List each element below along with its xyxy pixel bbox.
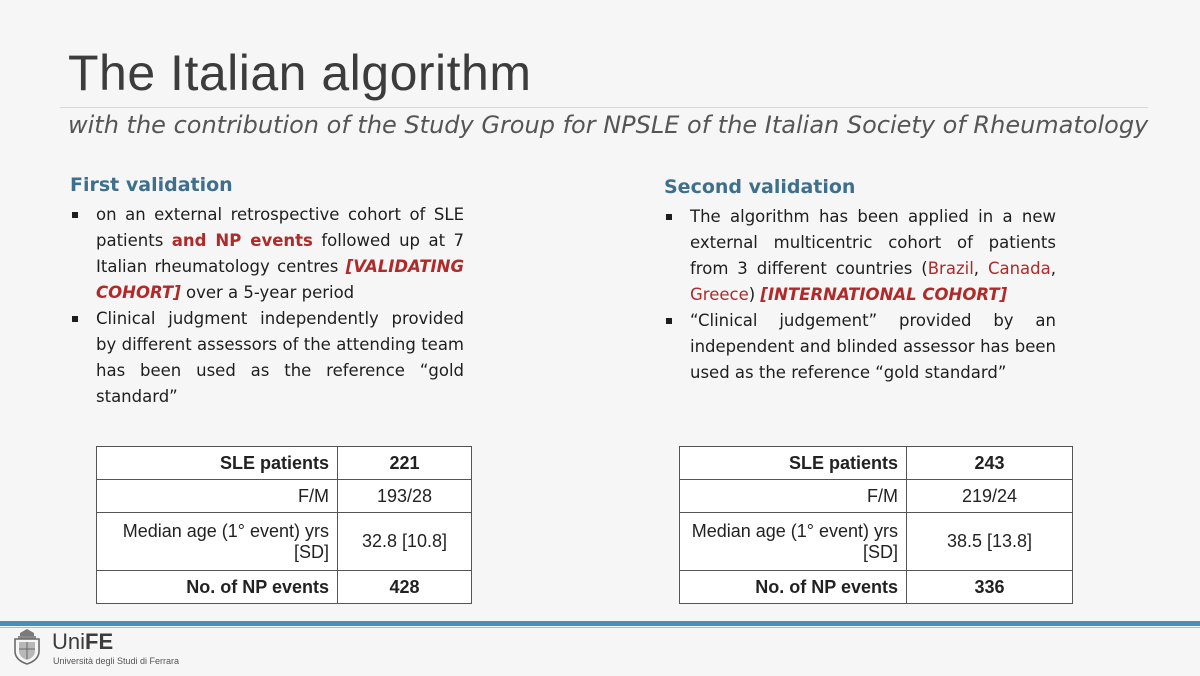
table-cell-value: 428 — [338, 571, 472, 604]
table-cell-label: Median age (1° event) yrs [SD] — [680, 513, 907, 571]
footer-divider — [0, 627, 1200, 628]
first-validation-table — [96, 446, 472, 604]
second-validation-bullet-2: “Clinical judgement” provided by an independent and blinded assessor has been used as the reference “gold standard” — [664, 308, 1056, 386]
table-cell-value: 193/28 — [338, 480, 472, 513]
footer-accent-bar — [0, 621, 1200, 626]
table-cell-value: 336 — [907, 571, 1073, 604]
table-cell-value: 219/24 — [907, 480, 1073, 513]
table-cell-value: 243 — [907, 447, 1073, 480]
second-validation-bullet-1: The algorithm has been applied in a new external multicentric cohort of patients from 3 different countries (Brazil, Canada, Greece) [INTERNATIONAL COHORT] — [664, 204, 1056, 308]
title-divider — [60, 107, 1148, 108]
second-validation-bullets — [664, 204, 1056, 386]
second-validation-heading: Second validation — [664, 176, 856, 198]
table-row — [680, 447, 1073, 480]
canada-highlight: Canada — [987, 259, 1051, 278]
first-validation-bullet-2: Clinical judgment independently provided by different assessors of the attending team has been used as the reference “gold standard” — [70, 306, 464, 410]
first-validation-bullets — [70, 202, 464, 410]
table-cell-label: SLE patients — [680, 447, 907, 480]
table-row — [680, 480, 1073, 513]
np-events-highlight: and NP events — [171, 231, 313, 250]
table-row — [97, 480, 472, 513]
table-cell-label: F/M — [97, 480, 338, 513]
university-name: Università degli Studi di Ferrara — [53, 656, 180, 666]
table-row — [97, 447, 472, 480]
table-cell-label: F/M — [680, 480, 907, 513]
table-row — [680, 571, 1073, 604]
brazil-highlight: Brazil — [927, 259, 974, 278]
table-row — [97, 513, 472, 571]
table-cell-value: 32.8 [10.8] — [338, 513, 472, 571]
table-cell-value: 221 — [338, 447, 472, 480]
second-validation-table — [679, 446, 1073, 604]
table-cell-label: No. of NP events — [97, 571, 338, 604]
table-row — [680, 513, 1073, 571]
university-seal-icon — [10, 627, 44, 665]
slide-subtitle: with the contribution of the Study Group for NPSLE of the Italian Society of Rheumatology — [68, 111, 1149, 139]
greece-highlight: Greece — [690, 285, 749, 304]
table-row — [97, 571, 472, 604]
table-cell-label: SLE patients — [97, 447, 338, 480]
table-cell-value: 38.5 [13.8] — [907, 513, 1073, 571]
first-validation-heading: First validation — [70, 174, 233, 196]
validating-cohort-highlight: [VALIDATING COHORT] — [96, 257, 464, 302]
unife-logo-text: UniFE — [52, 629, 114, 654]
table-cell-label: Median age (1° event) yrs [SD] — [97, 513, 338, 571]
international-cohort-highlight: [INTERNATIONAL COHORT] — [760, 285, 1008, 304]
first-validation-bullet-1: on an external retrospective cohort of SLE patients and NP events followed up at 7 Italian rheumatology centres [VALIDATING COHORT] over a 5-year period — [70, 202, 464, 306]
table-cell-label: No. of NP events — [680, 571, 907, 604]
slide-title: The Italian algorithm — [68, 45, 532, 101]
